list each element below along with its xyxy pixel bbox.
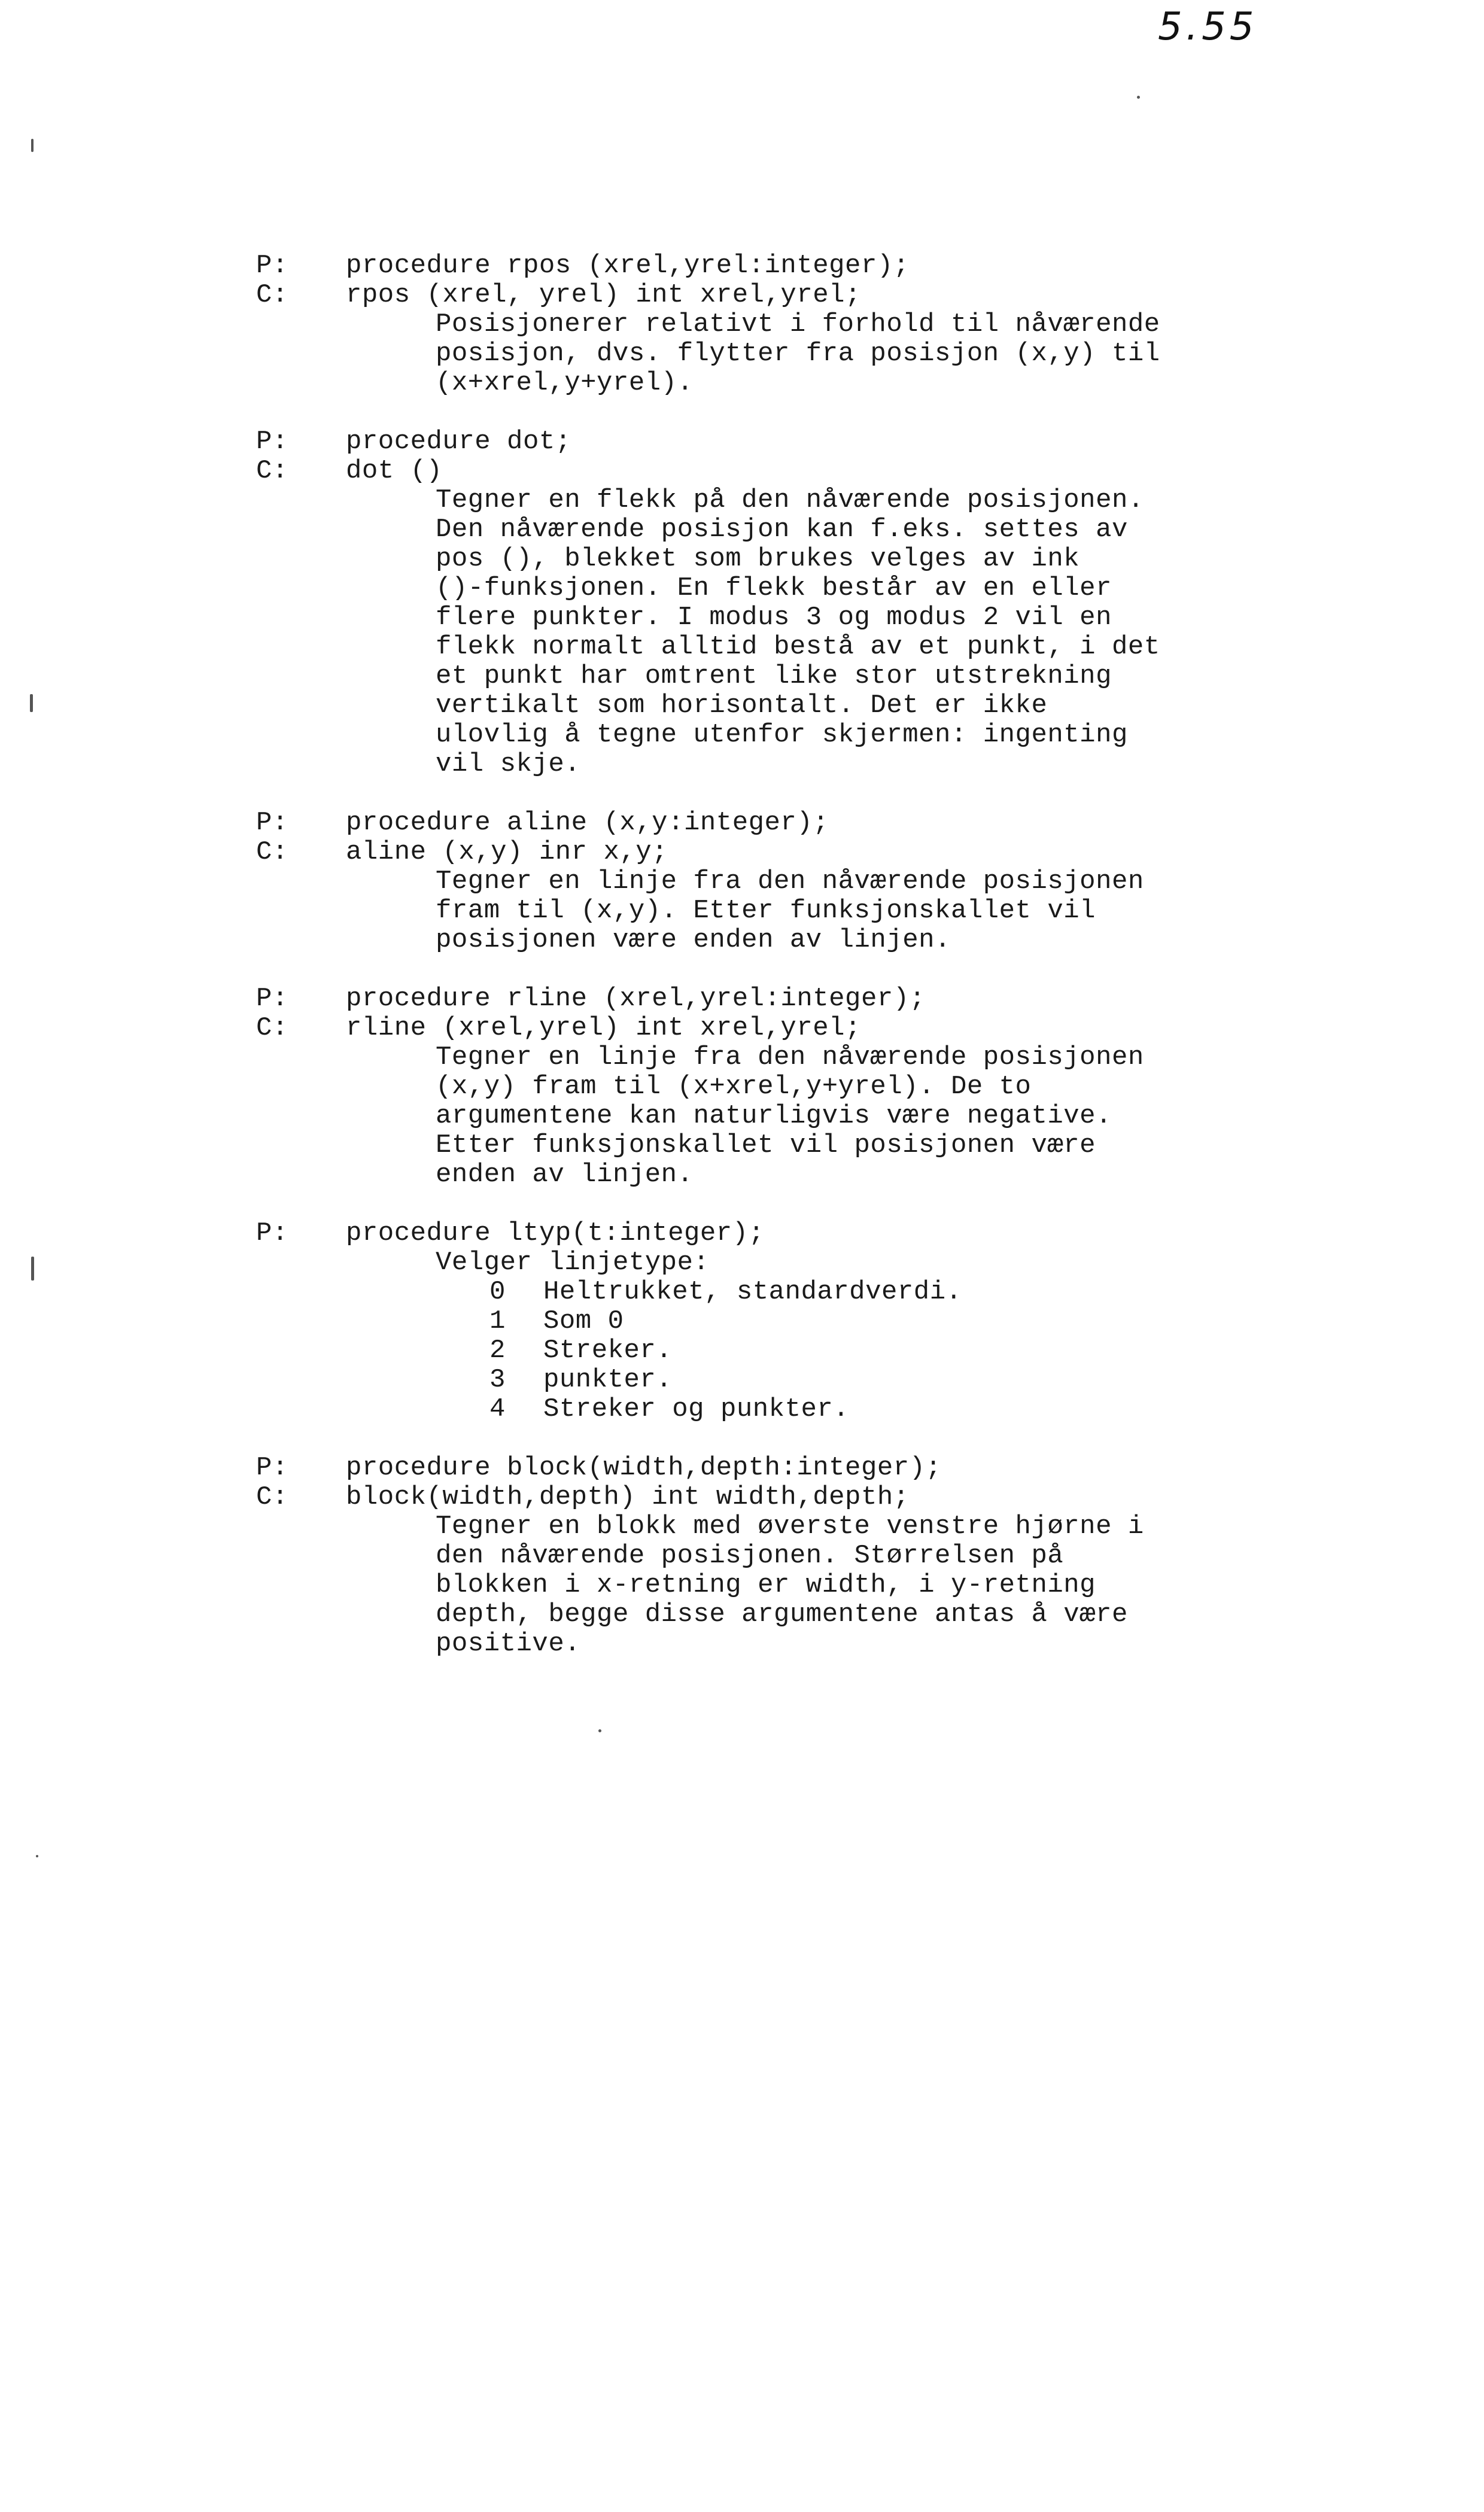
description-line: (x+xrel,y+yrel). xyxy=(436,368,694,398)
description-line: posisjonen være enden av linjen. xyxy=(436,925,951,955)
pascal-tag: P: xyxy=(256,808,288,838)
description-line: fram til (x,y). Etter funksjonskallet vil xyxy=(436,896,1096,926)
description-line: pos (), blekket som brukes velges av ink xyxy=(436,544,1080,574)
description xyxy=(436,1248,1381,1278)
option-number: 4 xyxy=(489,1394,506,1424)
c-signature: rpos (xrel, yrel) int xrel,yrel; xyxy=(346,280,861,310)
pascal-signature: procedure ltyp(t:integer); xyxy=(346,1218,765,1248)
pascal-signature-line xyxy=(256,251,1381,281)
c-signature-line xyxy=(256,281,1381,310)
description-line: posisjon, dvs. flytter fra posisjon (x,y) til xyxy=(436,339,1160,369)
pascal-signature: procedure aline (x,y:integer); xyxy=(346,808,829,838)
description-line: argumentene kan naturligvis være negative. xyxy=(436,1101,1112,1131)
scan-speck xyxy=(36,1855,38,1857)
entry-dot xyxy=(256,427,1381,779)
pascal-signature-line xyxy=(256,808,1381,838)
c-signature-line xyxy=(256,838,1381,867)
c-tag: C: xyxy=(256,280,288,310)
description xyxy=(436,1043,1381,1190)
c-tag: C: xyxy=(256,1013,288,1043)
entry-ltyp xyxy=(256,1219,1381,1424)
line-type-option xyxy=(489,1307,1381,1336)
option-number: 3 xyxy=(489,1365,506,1395)
pascal-signature: procedure dot; xyxy=(346,427,571,457)
c-signature: block(width,depth) int width,depth; xyxy=(346,1482,910,1512)
c-tag: C: xyxy=(256,456,288,486)
description-line: depth, begge disse argumentene antas å være xyxy=(436,1599,1128,1629)
description-line: Tegner en linje fra den nåværende posisjonen xyxy=(436,866,1144,896)
scan-speck xyxy=(598,1729,601,1732)
entry-rline xyxy=(256,984,1381,1190)
option-label: Streker og punkter. xyxy=(543,1394,850,1424)
option-number: 0 xyxy=(489,1277,506,1307)
pascal-signature-line xyxy=(256,427,1381,457)
option-label: Streker. xyxy=(543,1336,673,1366)
description-line: ulovlig å tegne utenfor skjermen: ingenting xyxy=(436,720,1128,750)
line-type-option xyxy=(489,1395,1381,1424)
description xyxy=(436,867,1381,955)
scan-speck xyxy=(31,1257,34,1281)
description-line: den nåværende posisjonen. Størrelsen på xyxy=(436,1541,1064,1571)
c-signature-line xyxy=(256,1483,1381,1512)
description-line: flekk normalt alltid bestå av et punkt, i det xyxy=(436,632,1160,662)
option-number: 1 xyxy=(489,1306,506,1336)
c-signature-line xyxy=(256,1014,1381,1043)
description xyxy=(436,310,1381,398)
pascal-tag: P: xyxy=(256,984,288,1014)
scan-speck xyxy=(31,139,34,152)
option-label: Heltrukket, standardverdi. xyxy=(543,1277,962,1307)
pascal-tag: P: xyxy=(256,1453,288,1483)
option-number: 2 xyxy=(489,1336,506,1366)
pascal-tag: P: xyxy=(256,251,288,281)
pascal-tag: P: xyxy=(256,427,288,457)
description-line: Tegner en linje fra den nåværende posisjonen xyxy=(436,1042,1144,1072)
scan-speck xyxy=(30,694,33,712)
description xyxy=(436,486,1381,779)
line-type-options xyxy=(489,1278,1381,1424)
description-line: vil skje. xyxy=(436,749,581,779)
pascal-signature: procedure block(width,depth:integer); xyxy=(346,1453,942,1483)
c-signature-line xyxy=(256,457,1381,486)
description-line: blokken i x-retning er width, i y-retning xyxy=(436,1570,1096,1600)
line-type-option xyxy=(489,1336,1381,1366)
document-body xyxy=(256,251,1381,1688)
description xyxy=(436,1512,1381,1659)
description-line: Den nåværende posisjon kan f.eks. settes av xyxy=(436,515,1128,545)
c-signature: rline (xrel,yrel) int xrel,yrel; xyxy=(346,1013,861,1043)
description-line: positive. xyxy=(436,1629,581,1659)
line-type-option xyxy=(489,1278,1381,1307)
entry-rpos xyxy=(256,251,1381,398)
description-line: vertikalt som horisontalt. Det er ikke xyxy=(436,691,1048,720)
pascal-signature-line xyxy=(256,1453,1381,1483)
description-line: Etter funksjonskallet vil posisjonen være xyxy=(436,1130,1096,1160)
pascal-signature-line xyxy=(256,1219,1381,1248)
c-signature: dot () xyxy=(346,456,443,486)
scan-speck xyxy=(1137,96,1140,99)
c-tag: C: xyxy=(256,837,288,867)
pascal-signature: procedure rpos (xrel,yrel:integer); xyxy=(346,251,910,281)
description-line: flere punkter. I modus 3 og modus 2 vil en xyxy=(436,603,1112,632)
description-line: Tegner en blokk med øverste venstre hjørne i xyxy=(436,1512,1144,1541)
description-line: et punkt har omtrent like stor utstrekning xyxy=(436,661,1112,691)
option-label: punkter. xyxy=(543,1365,673,1395)
c-tag: C: xyxy=(256,1482,288,1512)
c-signature: aline (x,y) inr x,y; xyxy=(346,837,668,867)
page-number: 5.55 xyxy=(1158,5,1258,49)
option-label: Som 0 xyxy=(543,1306,624,1336)
description-line: ()-funksjonen. En flekk består av en eller xyxy=(436,573,1112,603)
pascal-signature-line xyxy=(256,984,1381,1014)
entry-block xyxy=(256,1453,1381,1659)
description-intro: Velger linjetype: xyxy=(436,1248,710,1278)
description-line: (x,y) fram til (x+xrel,y+yrel). De to xyxy=(436,1072,1032,1102)
line-type-option xyxy=(489,1366,1381,1395)
entry-aline xyxy=(256,808,1381,955)
pascal-signature: procedure rline (xrel,yrel:integer); xyxy=(346,984,926,1014)
pascal-tag: P: xyxy=(256,1218,288,1248)
description-line: Posisjonerer relativt i forhold til nåværende xyxy=(436,309,1160,339)
description-line: enden av linjen. xyxy=(436,1160,694,1190)
description-line: Tegner en flekk på den nåværende posisjonen. xyxy=(436,485,1144,515)
